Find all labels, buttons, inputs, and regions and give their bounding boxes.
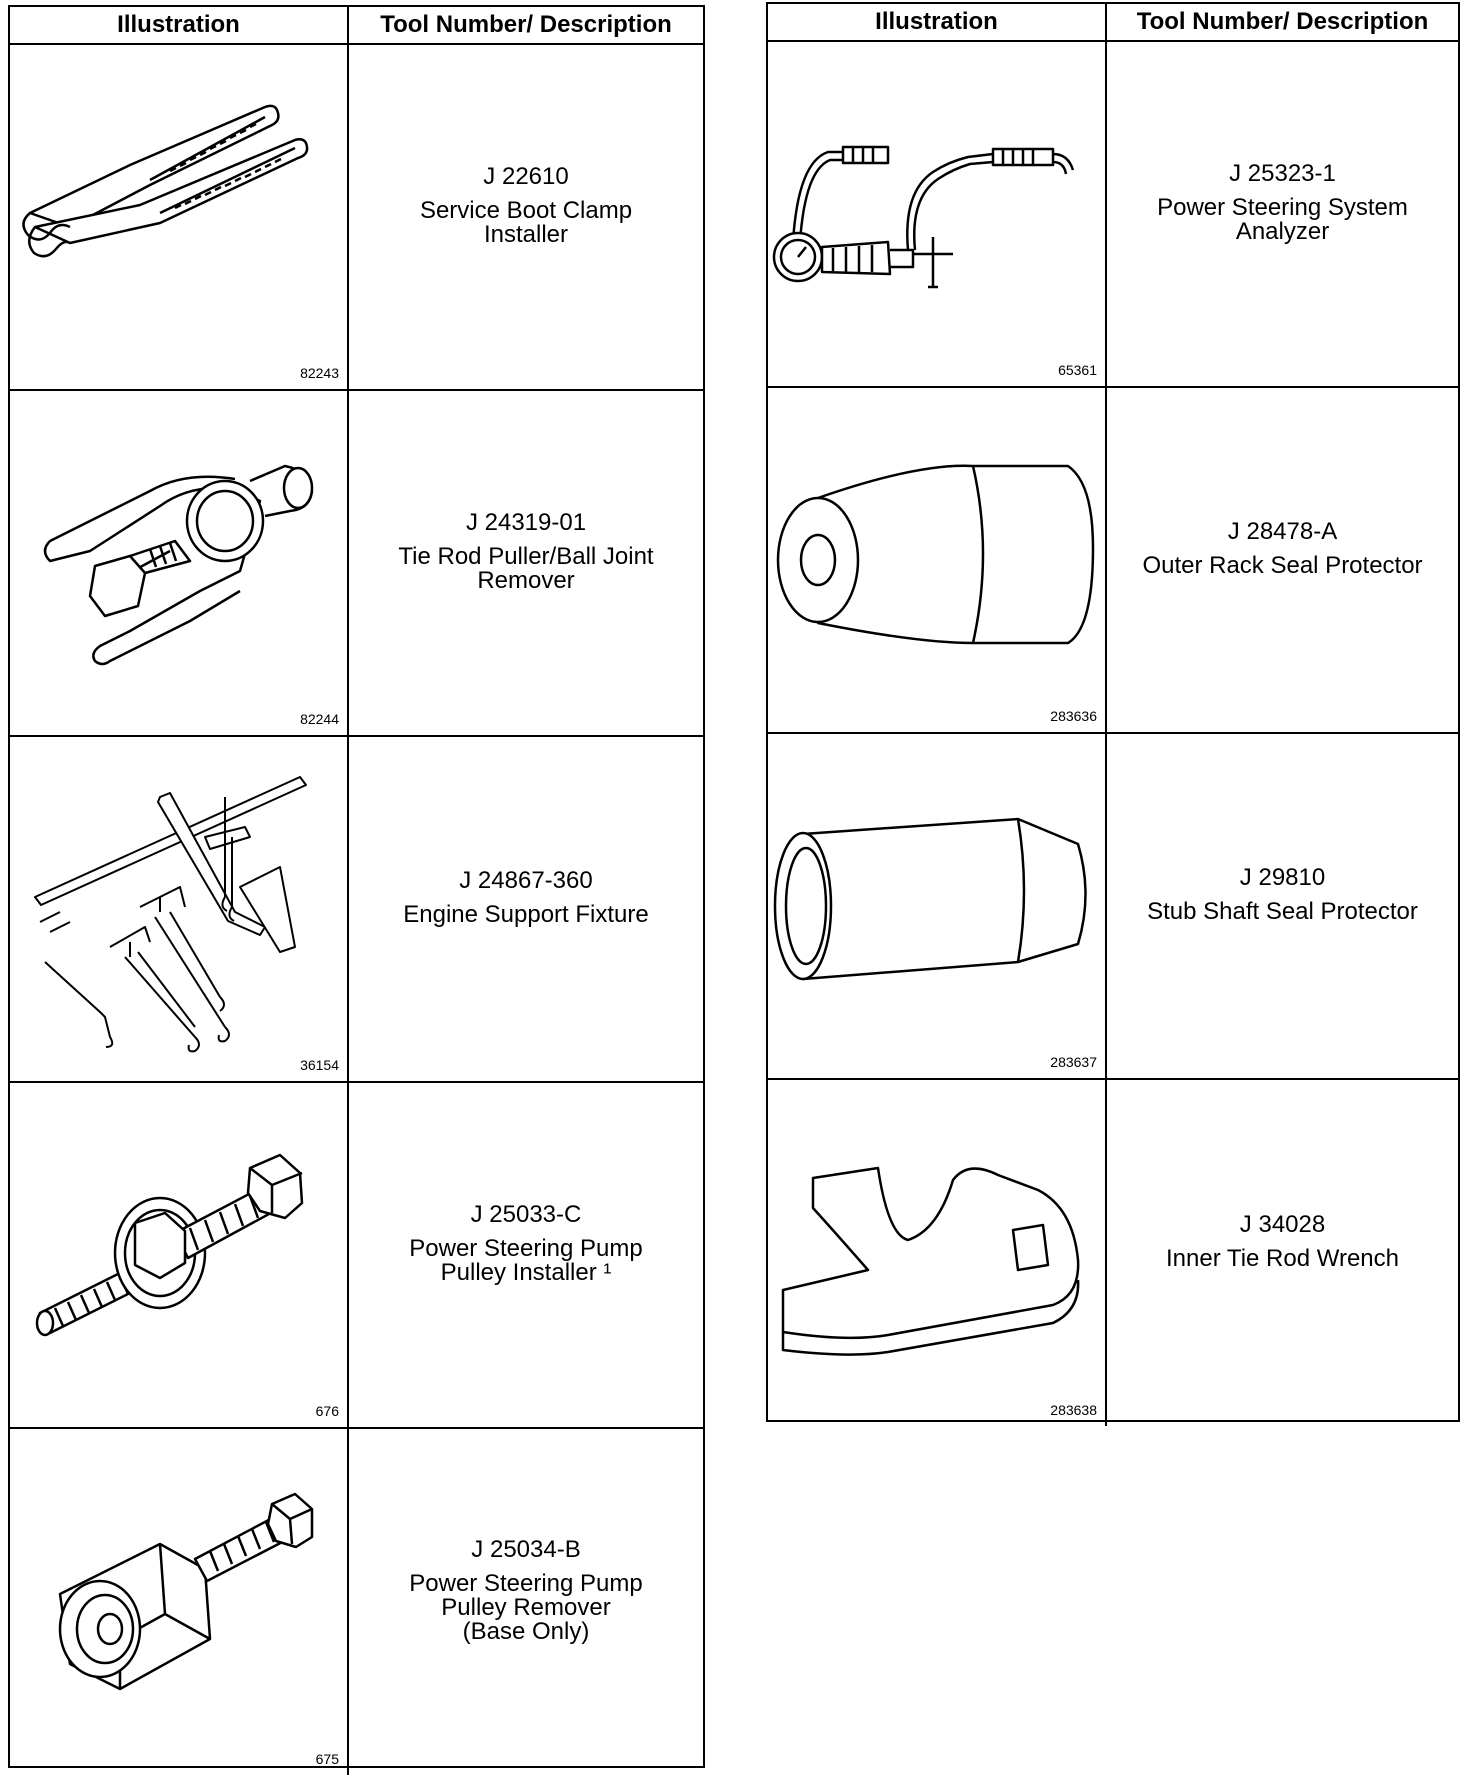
illustration-cell: [10, 737, 349, 1081]
illustration-cell: [10, 1083, 349, 1427]
table-row: [10, 1083, 703, 1429]
tool-desc-line: Service Boot Clamp: [419, 197, 633, 224]
pulley-installer-illustration: [10, 1083, 347, 1427]
illustration-cell: [768, 734, 1107, 1078]
tool-desc-line: (Base Only): [462, 1618, 590, 1645]
figure-number: 283636: [1050, 708, 1097, 724]
table-row: [768, 42, 1458, 388]
tool-number: J 25034-B: [471, 1536, 581, 1563]
engine-support-fixture-illustration: [10, 737, 347, 1081]
tool-number: J 24867-360: [459, 867, 593, 894]
tool-header: Tool Number/ Description: [380, 11, 672, 38]
tool-table-right: [766, 2, 1460, 1422]
tie-rod-puller-illustration: [10, 391, 347, 735]
tool-description: [349, 737, 703, 1081]
illustration-header: Illustration: [768, 4, 1107, 40]
table-row: [10, 45, 703, 391]
tool-description: [349, 1429, 703, 1775]
tool-number: J 34028: [1239, 1211, 1326, 1238]
figure-number: 283637: [1050, 1054, 1097, 1070]
tool-desc-line: Outer Rack Seal Protector: [1142, 552, 1423, 579]
illustration-cell: [768, 1080, 1107, 1426]
table-row: [10, 737, 703, 1083]
tool-desc-line: Remover: [477, 567, 575, 594]
steering-analyzer-illustration: [768, 42, 1105, 386]
illustration-cell: [768, 42, 1107, 386]
illustration-cell: [10, 1429, 349, 1775]
tool-number: J 25033-C: [470, 1201, 582, 1228]
illustration-cell: [10, 45, 349, 389]
figure-number: 36154: [300, 1057, 339, 1073]
tool-description: [349, 391, 703, 735]
figure-number: 675: [315, 1751, 339, 1767]
figure-number: 65361: [1058, 362, 1097, 378]
table-row: [768, 1080, 1458, 1426]
figure-number: 676: [315, 1403, 339, 1419]
tool-desc-line: Stub Shaft Seal Protector: [1147, 898, 1418, 925]
tool-desc-line: Tie Rod Puller/Ball Joint: [398, 543, 654, 570]
table-row: [768, 388, 1458, 734]
illustration-cell: [768, 388, 1107, 732]
tool-desc-line: Engine Support Fixture: [403, 901, 649, 928]
clamp-pliers-illustration: [10, 45, 347, 389]
tool-table-left: [8, 5, 705, 1768]
tool-description: [1107, 388, 1458, 732]
stub-shaft-protector-illustration: [768, 734, 1105, 1078]
illustration-cell: [10, 391, 349, 735]
tool-description: [1107, 1080, 1458, 1426]
tool-header: Tool Number/ Description: [1136, 8, 1429, 35]
tool-desc-line: Pulley Remover: [441, 1594, 611, 1621]
tie-rod-wrench-illustration: [768, 1080, 1105, 1424]
tool-description: [349, 45, 703, 389]
tool-description: [1107, 734, 1458, 1078]
illustration-header: Illustration: [10, 7, 349, 43]
tool-desc-line: Installer: [483, 221, 569, 248]
tool-desc-line: Inner Tie Rod Wrench: [1165, 1245, 1399, 1272]
tool-number: J 28478-A: [1227, 518, 1338, 545]
rack-seal-protector-illustration: [768, 388, 1105, 732]
tool-number: J 22610: [483, 163, 569, 190]
tool-desc-line: Pulley Installer ¹: [440, 1259, 612, 1286]
table-header: [768, 4, 1458, 42]
tool-desc-line: Analyzer: [1235, 218, 1330, 245]
tool-desc-line: Power Steering System: [1157, 194, 1408, 221]
tool-desc-line: Power Steering Pump: [409, 1570, 643, 1597]
table-row: [768, 734, 1458, 1080]
tool-number: J 29810: [1239, 864, 1326, 891]
table-row: [10, 391, 703, 737]
pulley-remover-illustration: [10, 1429, 347, 1773]
table-row: [10, 1429, 703, 1775]
figure-number: 283638: [1050, 1402, 1097, 1418]
tool-number: J 24319-01: [465, 509, 587, 536]
table-header: [10, 7, 703, 45]
tool-desc-line: Power Steering Pump: [409, 1235, 643, 1262]
tool-number: J 25323-1: [1229, 160, 1336, 187]
figure-number: 82243: [300, 365, 339, 381]
tool-description: [1107, 42, 1458, 386]
figure-number: 82244: [300, 711, 339, 727]
tool-description: [349, 1083, 703, 1427]
